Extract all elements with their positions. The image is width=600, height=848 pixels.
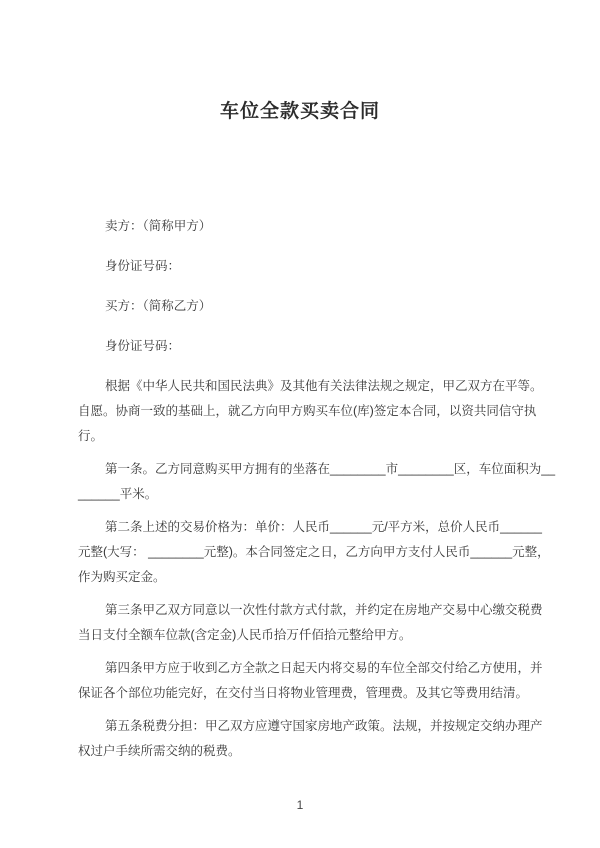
- clause-4-paragraph: [78, 656, 544, 706]
- document-title: 车位全款买卖合同: [219, 101, 380, 122]
- paragraph-line: 权过户手续所需交纳的税费。: [78, 744, 241, 758]
- paragraph-line: ______平米。: [78, 487, 158, 501]
- buyer-id-label: 身份证号码：: [105, 339, 181, 353]
- clause-3-paragraph: [78, 598, 544, 648]
- buyer-label: 买方：（简称乙方）: [105, 299, 212, 313]
- paragraph-line: 当日支付全额车位款(含定金)人民币拾万仟佰拾元整给甲方。: [78, 628, 412, 642]
- paragraph-line: 自愿。协商一致的基础上，就乙方向甲方购买车位(库)签定本合同，以资共同信守执: [78, 404, 537, 418]
- seller-id-label: 身份证号码：: [105, 259, 181, 273]
- paragraph-line: 第三条甲乙双方同意以一次性付款方式付款，并约定在房地产交易中心缴交税费: [105, 603, 543, 617]
- paragraph-line: 第一条。乙方同意购买甲方拥有的坐落在________市________区，车位面积为__: [105, 462, 556, 476]
- paragraph-line: 第五条税费分担：甲乙双方应遵守国家房地产政策。法规，并按规定交纳办理产: [105, 719, 543, 733]
- clause-5-paragraph: [78, 714, 544, 764]
- page-number: 1: [296, 798, 304, 812]
- paragraph-line: 行。: [78, 429, 104, 443]
- intro-paragraph: [78, 374, 544, 449]
- document-body: [78, 214, 556, 764]
- clause-2-paragraph: [78, 515, 550, 590]
- seller-label: 卖方：（简称甲方）: [105, 219, 212, 233]
- paragraph-line: 作为购买定金。: [78, 570, 166, 584]
- paragraph-line: 第二条上述的交易价格为：单价：人民币______元/平方米，总价人民币______: [105, 520, 542, 534]
- paragraph-line: 保证各个部位功能完好，在交付当日将物业管理费，管理费。及其它等费用结清。: [78, 686, 529, 700]
- paragraph-line: 元整(大写： ________元整)。本合同签定之日，乙方向甲方支付人民币______元整，: [78, 545, 550, 559]
- clause-1-paragraph: [78, 457, 556, 507]
- paragraph-line: 根据《中华人民共和国民法典》及其他有关法律法规之规定，甲乙双方在平等。: [105, 379, 543, 393]
- paragraph-line: 第四条甲方应于收到乙方全款之日起天内将交易的车位全部交付给乙方使用，并: [105, 661, 543, 675]
